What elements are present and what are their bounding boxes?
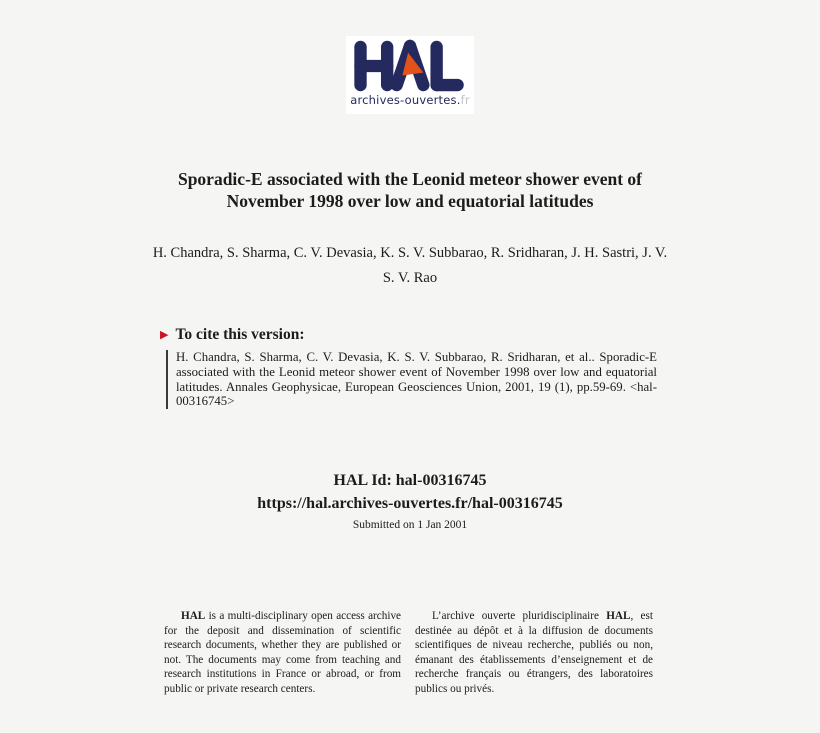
hal-logo-icon [351,38,469,94]
about-english [164,609,401,697]
paper-title: Sporadic-E associated with the Leonid meteor shower event of November 1998 over low and equatorial latitudes [177,169,643,211]
about-columns [164,609,653,697]
hal-logo-subtext-main: archives-ouvertes. [350,93,461,107]
hal-id: HAL Id: hal-00316745 [333,472,487,489]
about-french-text: , est destinée au dépôt et à la diffusion de documents scientifiques de niveau recherche, publiés ou non, émanant des établissements d’enseignement et de recherche français ou étrangers, des laboratoires publics ou privés. [415,610,653,695]
submitted-date: Submitted on 1 Jan 2001 [352,519,468,531]
hal-url [110,495,710,513]
about-french-intro: L’archive ouverte pluridisciplinaire [432,610,607,622]
paper-authors: H. Chandra, S. Sharma, C. V. Devasia, K. S. V. Subbarao, R. Sridharan, J. H. Sastri, J. V. S. V. Rao [152,245,668,286]
cite-heading-label: To cite this version: [175,326,305,343]
cite-triangle-icon: ▶ [160,328,169,341]
about-english-text: is a multi-disciplinary open access archive for the deposit and dissemination of scientific research documents, whether they are published or not. The documents may come from teaching and research institutions in France or abroad, or from public or private research centers. [164,610,401,695]
hal-url-link[interactable]: https://hal.archives-ouvertes.fr/hal-00316745 [257,495,563,512]
about-french [415,609,653,697]
citation-block: H. Chandra, S. Sharma, C. V. Devasia, K. S. V. Subbarao, R. Sridharan, et al.. Sporadic-E associated with the Leonid meteor shower event of November 1998 over low and equatorial latitudes. Annales Geophysicae, European Geosciences Union, 2001, 19 (1), pp.59-69. <hal-00316745> [166,350,657,409]
hal-logo-subtext-fr: fr [460,93,470,107]
hal-logo [346,36,474,114]
hal-logo-subtext [350,93,470,107]
about-french-lead: HAL [606,610,631,622]
cite-heading [160,326,660,344]
about-english-lead: HAL [181,610,206,622]
